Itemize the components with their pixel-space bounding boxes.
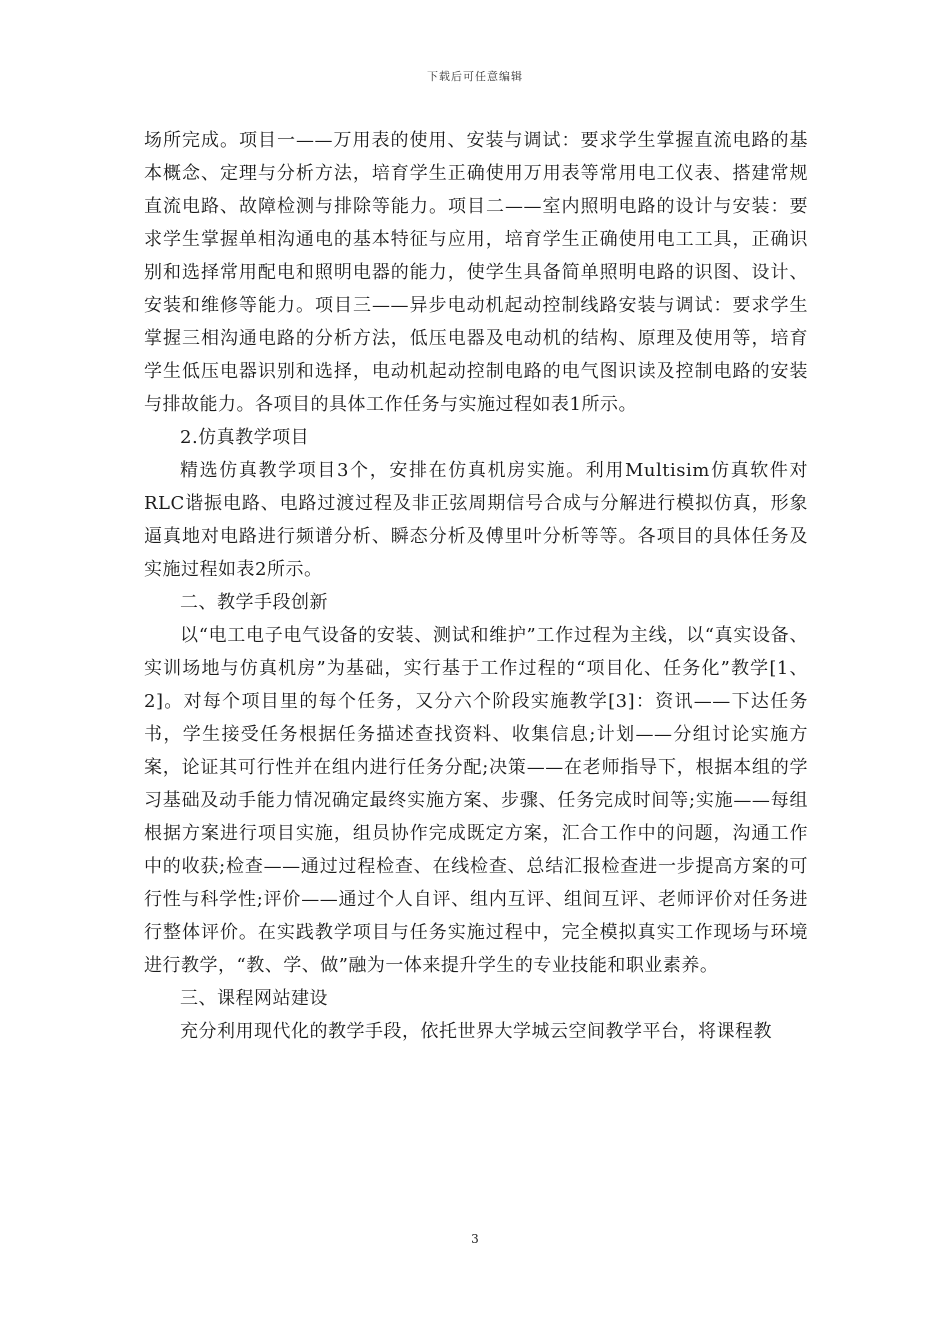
paragraph-projects: 场所完成。项目一——万用表的使用、安装与调试：要求学生掌握直流电路的基本概念、定理与分析方法，培育学生正确使用万用表等常用电工仪表、搭建常规直流电路、故障检测与排除等能力。项目二——室内照明电路的设计与安装：要求学生掌握单相沟通电的基本特征与应用，培育学生正确使用电工工具，正确识别和选择常用配电和照明电器的能力，使学生具备简单照明电路的识图、设计、安装和维修等能力。项目三——异步电动机起动控制线路安装与调试：要求学生掌握三相沟通电路的分析方法，低压电器及电动机的结构、原理及使用等，培育学生低压电器识别和选择，电动机起动控制电路的电气图识读及控制电路的安装与排故能力。各项目的具体工作任务与实施过程如表1所示。 (144, 130, 808, 415)
page-number: 3 (471, 1232, 479, 1246)
paragraph-teaching-innovation: 以“电工电子电气设备的安装、测试和维护”工作过程为主线，以“真实设备、实训场地与仿真机房”为基础，实行基于工作过程的“项目化、任务化”教学[1、2]。对每个项目里的每个任务，又分六个阶段实施教学[3]：资讯——下达任务书，学生接受任务根据任务描述查找资料、收集信息;计划——分组讨论实施方案，论证其可行性并在组内进行任务分配;决策——在老师指导下，根据本组的学习基础及动手能力情况确定最终实施方案、步骤、任务完成时间等;实施——每组根据方案进行项目实施，组员协作完成既定方案，汇合工作中的问题，沟通工作中的收获;检查——通过过程检查、在线检查、总结汇报检查进一步提高方案的可行性与科学性;评价——通过个人自评、组内互评、组间互评、老师评价对任务进行整体评价。在实践教学项目与任务实施过程中，完全模拟真实工作现场与环境进行教学，“教、学、做”融为一体来提升学生的专业技能和职业素养。 (144, 625, 808, 976)
heading-course-website: 三、课程网站建设 (180, 988, 328, 1009)
paragraph-simulation: 精选仿真教学项目3个，安排在仿真机房实施。利用Multisim仿真软件对RLC谐振电路、电路过渡过程及非正弦周期信号合成与分解进行模拟仿真，形象逼真地对电路进行频谱分析、瞬态分析及傅里叶分析等等。各项目的具体任务及实施过程如表2所示。 (144, 460, 808, 580)
page-header: 下载后可任意编辑 (427, 70, 523, 83)
heading-simulation-projects: 2.仿真教学项目 (180, 427, 310, 448)
heading-teaching-innovation: 二、教学手段创新 (180, 592, 328, 613)
document-body (144, 124, 808, 1048)
paragraph-course-website: 充分利用现代化的教学手段，依托世界大学城云空间教学平台，将课程教 (180, 1021, 772, 1042)
